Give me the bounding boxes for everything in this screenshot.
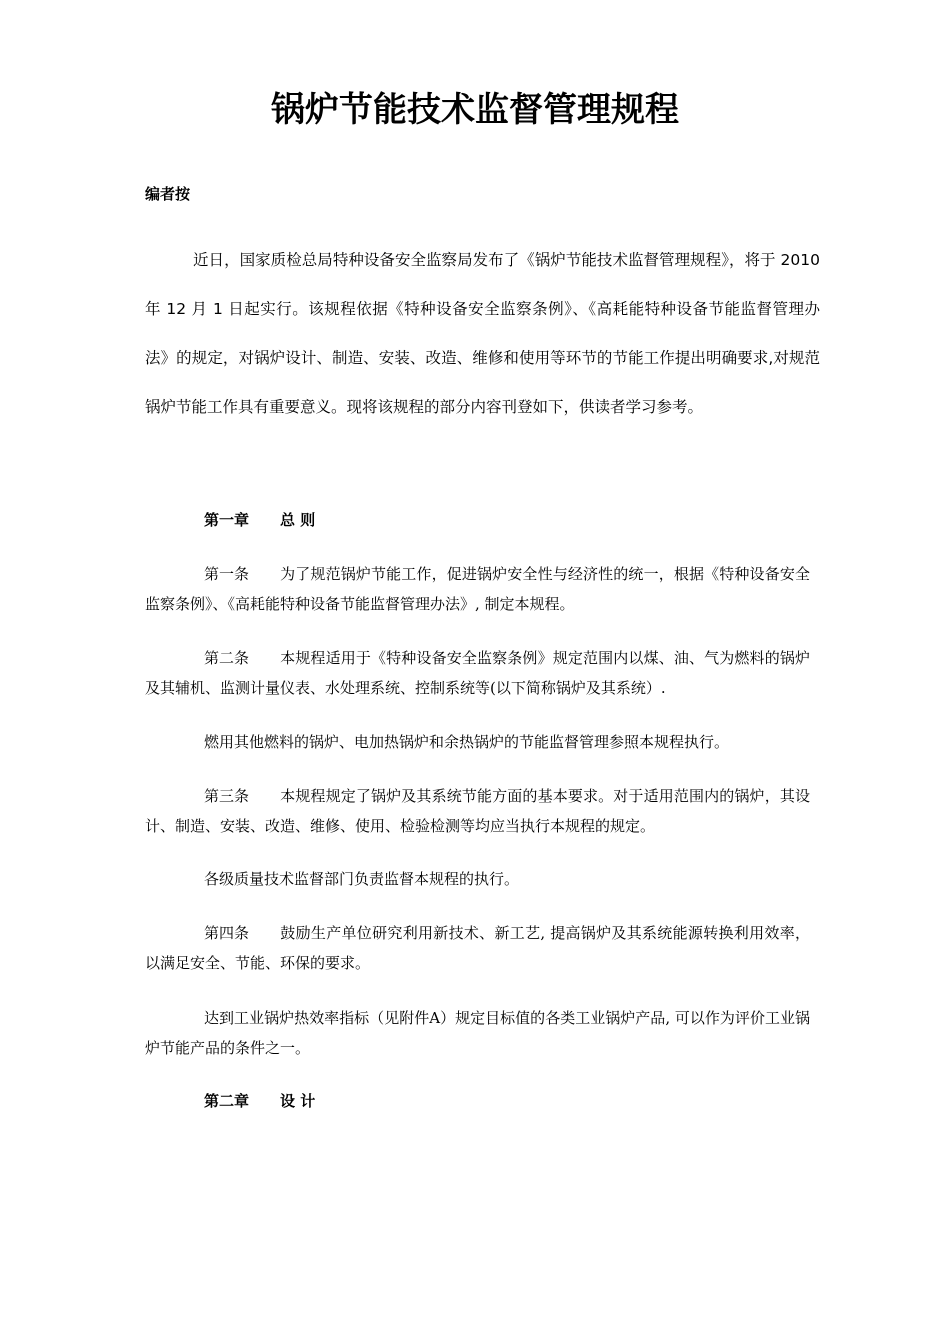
article-2 [145, 643, 810, 703]
document-title: 锅炉节能技术监督管理规程 [271, 90, 679, 130]
editor-note-label: 编者按 [145, 185, 191, 203]
chapter-title: 设 计 [280, 1092, 316, 1110]
article-number: 第三条 [204, 787, 250, 805]
chapter-number: 第二章 [204, 1092, 250, 1110]
article-3-paragraph: 各级质量技术监督部门负责监督本规程的执行。 [204, 870, 520, 888]
article-text: 本规程适用于《特种设备安全监察条例》规定范围内以煤、油、气为燃料的锅炉及其辅机、监测计量仪表、水处理系统、控制系统等(以下简称锅炉及其系统）. [145, 649, 810, 697]
article-text: 本规程规定了锅炉及其系统节能方面的基本要求。对于适用范围内的锅炉，其设计、制造、安装、改造、维修、使用、检验检测等均应当执行本规程的规定。 [145, 787, 810, 835]
chapter-heading-1 [204, 509, 315, 531]
article-number: 第一条 [204, 565, 250, 583]
article-text: 为了规范锅炉节能工作，促进锅炉安全性与经济性的统一，根据《特种设备安全监察条例》、《高耗能特种设备节能监督管理办法》, 制定本规程。 [145, 565, 810, 613]
chapter-number: 第一章 [204, 511, 250, 529]
chapter-heading-2 [204, 1090, 315, 1112]
article-1 [145, 559, 810, 619]
article-3 [145, 781, 810, 841]
article-4 [145, 918, 810, 978]
chapter-title: 总 则 [280, 511, 316, 529]
article-number: 第四条 [204, 924, 250, 942]
article-number: 第二条 [204, 649, 250, 667]
article-4-paragraph: 达到工业锅炉热效率指标（见附件A）规定目标值的各类工业锅炉产品, 可以作为评价工业锅炉节能产品的条件之一。 [145, 1009, 810, 1057]
editor-note-text: 近日，国家质检总局特种设备安全监察局发布了《锅炉节能技术监督管理规程》，将于 2010 年 12 月 1 日起实行。该规程依据《特种设备安全监察条例》、《高耗能特种设备节能监督管理办法》的规定，对锅炉设计、制造、安装、改造、维修和使用等环节的节能工作提出明确要求,对规范锅炉节能工作具有重要意义。现将该规程的部分内容刊登如下，供读者学习参考。 [145, 251, 820, 416]
article-2-paragraph: 燃用其他燃料的锅炉、电加热锅炉和余热锅炉的节能监督管理参照本规程执行。 [204, 733, 730, 751]
article-text: 鼓励生产单位研究利用新技术、新工艺, 提高锅炉及其系统能源转换利用效率，以满足安全、节能、环保的要求。 [145, 924, 810, 972]
